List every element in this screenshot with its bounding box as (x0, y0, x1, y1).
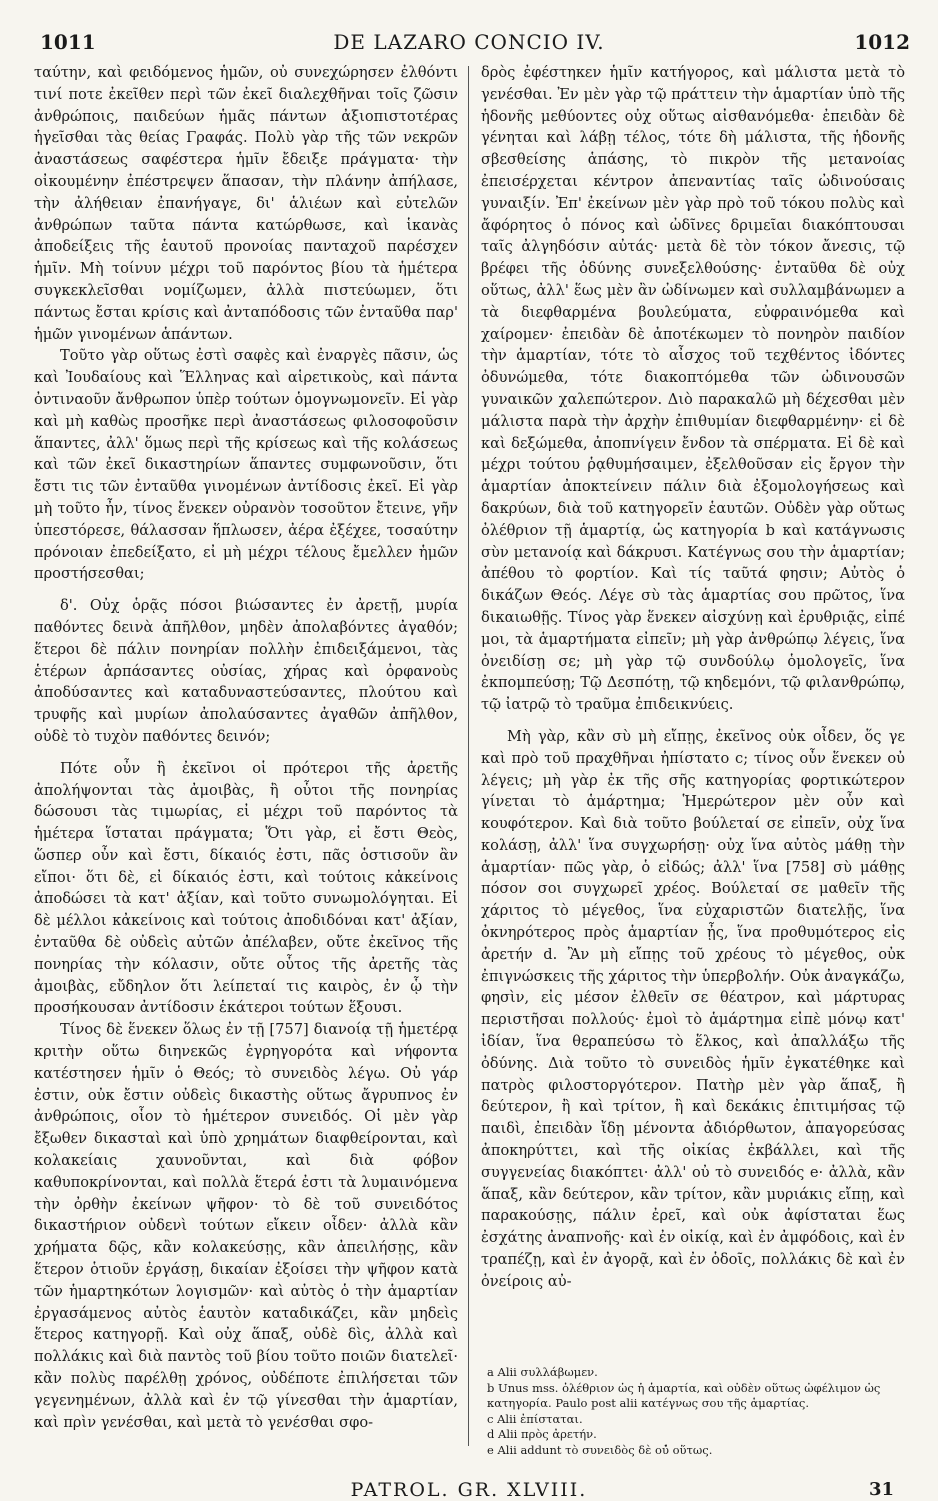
paragraph: Πότε οὖν ἢ ἐκεῖνοι οἱ πρότεροι τῆς ἀρετῆς ἀπολήψονται τὰς ἀμοιβὰς, ἢ οὗτοι τῆς πονηρίας δώσουσι τὰς τιμωρίας, εἰ μέχρι τοῦ παρόντος τὰ ἡμέτερα ἵσταται πράγματα; Ὅτι γὰρ, εἰ ἔστι Θεὸς, ὥσπερ οὖν καὶ ἔστι, δίκαιός ἐστι, πᾶς ὁστισοῦν ἂν εἴποι· ὅτι δὲ, εἰ δίκαιός ἐστι, καὶ τούτοις κἀκείνοις ἀποδώσει τὰ κατ' ἀξίαν, καὶ τοῦτο συνωμολόγηται. Εἰ δὲ μέλλοι κἀκείνοις καὶ τούτοις ἀποδιδόναι κατ' ἀξίαν, ἐνταῦθα δὲ οὐδεὶς αὐτῶν ἀπέλαβεν, οὔτε ἐκεῖνος τῆς πονηρίας τὴν κόλασιν, οὔτε οὗτος τῆς ἀρετῆς τὰς ἀμοιβὰς, εὔδηλον ὅτι λείπεταί τις καιρὸς, ἐν ᾧ τὴν προσήκουσαν ἀντίδοσιν ἑκάτεροι τούτων ἕξουσι. (34, 759, 458, 1017)
page-header (0, 30, 938, 56)
page-footer: PATROL. GR. XLVIII. (350, 1479, 588, 1501)
paragraph: δ'. Οὐχ ὁρᾷς πόσοι βιώσαντες ἐν ἀρετῇ, μυρία παθόντες δεινὰ ἀπῆλθον, μηδὲν ἀπολαβόντες ἀγαθόν; ἕτεροι δὲ πάλιν πονηρίαν πολλὴν ἐπιδειξάμενοι, τὰς ἑτέρων ἁρπάσαντες οὐσίας, χήρας καὶ ὀρφανοὺς ἀποδύσαντες καὶ καταδυναστεύσαντες, πλούτου καὶ τρυφῆς καὶ μυρίων ἀπολαύσαντες ἀγαθῶν ἀπῆλθον, οὐδὲ τὸ τυχὸν παθόντες δεινόν; (34, 597, 458, 745)
footnote: b Unus mss. ὀλέθριον ὡς ἡ ἁμαρτία, καὶ οὐδὲν οὕτως ὠφέλιμον ὡς κατηγορία. Paulo post alii κατέγνως σου τῆς ἁμαρτίας. (487, 1380, 881, 1410)
paragraph: δρὸς ἐφέστηκεν ἡμῖν κατήγορος, καὶ μάλιστα μετὰ τὸ γενέσθαι. Ἐν μὲν γὰρ τῷ πράττειν τὴν ἁμαρτίαν ὑπὸ τῆς ἡδονῆς μεθύοντες οὐχ οὕτως αἰσθανόμεθα· ἐπειδὰν δὲ γένηται καὶ λάβῃ τέλος, τότε δὴ μάλιστα, τῆς ἡδονῆς σβεσθείσης ἁπάσης, τὸ πικρὸν τῆς μετανοίας ἐπεισέρχεται κέντρον ἀπεναντίας ταῖς ὠδινούσαις γυναιξίν. Ἐπ' ἐκείνων μὲν γὰρ πρὸ τοῦ τόκου πολὺς καὶ ἄφόρητος ὁ πόνος καὶ ὠδῖνες δριμεῖαι διακόπτουσαι ταῖς ἀλγηδόσιν αὐτάς· μετὰ δὲ τὸν τόκον ἄνεσις, τῷ βρέφει τῆς ὀδύνης συνεξελθούσης· ἐνταῦθα δὲ οὐχ οὕτως, ἀλλ' ἕως μὲν ἂν ὠδίνωμεν καὶ συλλαμβάνωμεν a τὰ διεφθαρμένα βουλεύματα, εὐφραινόμεθα καὶ χαίρομεν· ἐπειδὰν δὲ ἀποτέκωμεν τὸ πονηρὸν παιδίον τὴν ἁμαρτίαν, τότε τὸ αἶσχος τοῦ τεχθέντος ἰδόντες ὀδυνώμεθα, τότε διακοπτόμεθα τῶν ὠδινουσῶν γυναικῶν χαλεπώτερον. Διὸ παρακαλῶ μὴ δέχεσθαι μὲν μάλιστα παρὰ τὴν ἀρχὴν ἐπιθυμίαν διεφθαρμένην· εἰ δὲ καὶ δεξώμεθα, ἀποπνίγειν ἔνδον τὰ σπέρματα. Εἰ δὲ καὶ μέχρι τούτου ῥᾳθυμήσαιμεν, ἐξελθοῦσαν εἰς ἔργον τὴν ἁμαρτίαν ἀποκτείνειν πάλιν διὰ ἐξομολογήσεως καὶ δακρύων, διὰ τοῦ κατηγορεῖν ἑαυτῶν. Οὐδὲν γὰρ οὕτως ὀλέθριον τῇ ἁμαρτίᾳ, ὡς κατηγορία b καὶ κατάγνωσις σὺν μετανοίᾳ καὶ δάκρυσι. Κατέγνως σου τὴν ἁμαρτίαν; ἀπέθου τὸ φορτίον. Καὶ τίς ταῦτά φησιν; Αὐτὸς ὁ δικάζων Θεός. Λέγε σὺ τὰς ἁμαρτίας σου πρῶτος, ἵνα δικαιωθῇς. Τίνος γὰρ ἕνεκεν αἰσχύνῃ καὶ ἐρυθριᾷς, εἰπέ μοι, τὰ ἁμαρτήματα εἰπεῖν; μὴ γὰρ ἀνθρώπῳ λέγεις, ἵνα ὀνειδίσῃ σε; μὴ γὰρ τῷ συνδούλῳ ὁμολογεῖς, ἵνα ἐκπομπεύσῃ; Τῷ Δεσπότῃ, τῷ κηδεμόνι, τῷ φιλανθρώπῳ, τῷ ἰατρῷ τὸ τραῦμα ἐπιδεικνύεις. (481, 64, 905, 714)
footnote: c Alii ἐπίσταται. (487, 1411, 583, 1426)
right-column (481, 62, 905, 1293)
footnote: e Alii addunt τὸ συνειδὸς δὲ οὐ̓ οὕτως. (487, 1442, 713, 1457)
page-number-left: 1011 (40, 30, 96, 54)
page-number-right: 1012 (854, 30, 910, 54)
signature-mark: 31 (868, 1479, 894, 1500)
paragraph: Τοῦτο γὰρ οὕτως ἐστὶ σαφὲς καὶ ἐναργὲς πᾶσιν, ὡς καὶ Ἰουδαίους καὶ Ἕλληνας καὶ αἱρετικοὺς, καὶ πάντα ὀντιναοῦν ἄνθρωπον ὑπὲρ τούτων ὁμογνωμονεῖν. Εἰ γὰρ καὶ μὴ καθὼς προσῆκε περὶ ἀναστάσεως φιλοσοφοῦσιν ἅπαντες, ἀλλ' ὅμως περὶ τῆς κρίσεως καὶ τῆς κολάσεως καὶ τῶν ἐκεῖ δικαστηρίων ἅπαντες συμφωνοῦσιν, ὅτι ἔστι τις τῶν ἐνταῦθα γινομένων ἀντίδοσις ἐκεῖ. Εἰ γὰρ μὴ τοῦτο ἦν, τίνος ἕνεκεν οὐρανὸν τοσοῦτον ἔτεινε, γῆν ὑπεστόρεσε, θάλασσαν ἥπλωσεν, ἀέρα ἐξέχεε, τοσαύτην πρόνοιαν ἐπεδείξατο, εἰ μὴ μέχρι τέλους ἔμελλεν ἡμῶν προστήσεσθαι; (34, 347, 458, 583)
running-title: DE LAZARO CONCIO IV. (333, 30, 605, 54)
footnotes (481, 1365, 905, 1458)
footnote: d Alii πρὸς ἀρετήν. (487, 1427, 597, 1441)
paragraph: Τίνος δὲ ἕνεκεν ὅλως ἐν τῇ [757] διανοίᾳ τῇ ἡμετέρᾳ κριτὴν οὕτω διηνεκῶς ἐγρηγορότα καὶ νήφοντα κατέστησεν ἡμῖν ὁ Θεός; τὸ συνειδὸς λέγω. Οὐ γάρ ἐστιν, οὐκ ἔστιν οὐδεὶς δικαστὴς οὕτως ἄγρυπνος ἐν ἀνθρώποις, οἷον τὸ ἡμέτερον συνειδός. Οἱ μὲν γὰρ ἔξωθεν δικασταὶ καὶ ὑπὸ χρημάτων διαφθείρονται, καὶ κολακείαις χαυνοῦνται, καὶ διὰ φόβον καθυποκρίνονται, καὶ πολλὰ ἕτερά ἐστι τὰ λυμαινόμενα τὴν ὀρθὴν ἐκείνων ψῆφον· τὸ δὲ τοῦ συνειδότος δικαστήριον οὐδενὶ τούτων εἴκειν οἶδεν· ἀλλὰ κἂν χρήματα δῷς, κἂν κολακεύσῃς, κἂν ἀπειλήσῃς, κἂν ἕτερον ὁτιοῦν ἐργάσῃ, δικαίαν ἐξοίσει τὴν ψῆφον κατὰ τῶν ἡμαρτηκότων λογισμῶν· καὶ αὐτὸς ὁ τὴν ἁμαρτίαν ἐργασάμενος αὐτὸς ἑαυτὸν καταδικάζει, κἂν μηδεὶς ἕτερος κατηγορῇ. Καὶ οὐχ ἅπαξ, οὐδὲ δὶς, ἀλλὰ καὶ πολλάκις καὶ διὰ παντὸς τοῦ βίου τοῦτο ποιῶν διατελεῖ· κἂν πολὺς παρέλθῃ χρόνος, οὐδέποτε ἐπιλήσεται τῶν γεγενημένων, ἀλλὰ καὶ ἐν τῷ γίνεσθαι τὴν ἁμαρτίαν, καὶ πρὶν γενέσθαι, καὶ μετὰ τὸ γενέσθαι σφο- (34, 1021, 458, 1431)
paragraph: Μὴ γὰρ, κἂν σὺ μὴ εἴπῃς, ἐκεῖνος οὐκ οἶδεν, ὅς γε καὶ πρὸ τοῦ πραχθῆναι ἠπίστατο c; τίνος οὖν ἕνεκεν οὐ λέγεις; μὴ γὰρ ἐκ τῆς σῆς κατηγορίας φορτικώτερον γίνεται τὸ ἁμάρτημα; Ἡμερώτερον μὲν οὖν καὶ κουφότερον. Καὶ διὰ τοῦτο βούλεταί σε εἰπεῖν, οὐχ ἵνα κολάσῃ, ἀλλ' ἵνα συγχωρήσῃ· οὐχ ἵνα αὐτὸς μάθῃ τὴν ἁμαρτίαν· πῶς γὰρ, ὁ εἰδώς; ἀλλ' ἵνα [758] σὺ μάθῃς πόσον σοι συγχωρεῖ χρέος. Βούλεταί σε μαθεῖν τῆς χάριτος τὸ μέγεθος, ἵνα εὐχαριστῶν διατελῇς, ἵνα ὀκνηρότερος πρὸς ἁμαρτίαν ᾖς, ἵνα προθυμότερος εἰς ἀρετήν d. Ἂν μὴ εἴπῃς τοῦ χρέους τὸ μέγεθος, οὐκ ἐπιγνώσκεις τῆς χάριτος τὴν ὑπερβολήν. Οὐκ ἀναγκάζω, φησὶν, εἰς μέσον ἐλθεῖν σε θέατρον, καὶ μάρτυρας περιστῆσαι πολλούς· ἐμοὶ τὸ ἁμάρτημα εἰπὲ μόνῳ κατ' ἰδίαν, ἵνα θεραπεύσω τὸ ἕλκος, καὶ ἀπαλλάξω τῆς ὀδύνης. Διὰ τοῦτο τὸ συνειδὸς ἡμῖν ἐγκατέθηκε καὶ πατρὸς φιλοστοργότερον. Πατὴρ μὲν γὰρ ἅπαξ, ἢ δεύτερον, ἢ καὶ τρίτον, ἢ καὶ δεκάκις ἐπιτιμήσας τῷ παιδὶ, ἐπειδὰν ἴδῃ μένοντα ἀδιόρθωτον, ἀπαγορεύσας ἀποκηρύττει, καὶ τῆς οἰκίας ἐκβάλλει, καὶ τῆς συγγενείας διακόπτει· ἀλλ' οὐ τὸ συνειδός e· ἀλλὰ, κἂν ἅπαξ, κἂν δεύτερον, κἂν τρίτον, κἂν μυριάκις εἴπῃ, καὶ παρακούσῃς, πάλιν ἐρεῖ, καὶ οὐκ ἀφίσταται ἕως ἐσχάτης ἀναπνοῆς· καὶ ἐν οἰκίᾳ, καὶ ἐν ἀμφόδοις, καὶ ἐν τραπέζῃ, καὶ ἐν ἀγορᾷ, καὶ ἐν ὁδοῖς, πολλάκις δὲ καὶ ἐν ὀνείροις αὐ- (481, 727, 905, 1290)
paragraph: ταύτην, καὶ φειδόμενος ἡμῶν, οὐ συνεχώρησεν ἐλθόντι τινί ποτε ἐκεῖθεν περὶ τῶν ἐκεῖ διαλεχθῆναι τοῖς ζῶσιν ἀνθρώποις, παιδεύων ἡμᾶς πάντων ἀξιοπιστοτέρας ἡγεῖσθαι τὰς θείας Γραφάς. Πολὺ γὰρ τῆς τῶν νεκρῶν ἀναστάσεως σαφέστερα ἡμῖν ἔδειξε πράγματα· τὴν οἰκουμένην ἐπέστρεψεν ἅπασαν, τὴν πλάνην ἀπήλασε, τὴν ἀλήθειαν ἐπανήγαγε, δι' ἁλιέων καὶ εὐτελῶν ἀνθρώπων ταῦτα πάντα κατώρθωσε, καὶ ἱκανὰς ἀποδείξεις τῆς ἑαυτοῦ προνοίας πανταχοῦ παρέσχεν ἡμῖν. Μὴ τοίνυν μέχρι τοῦ παρόντος βίου τὰ ἡμέτερα συγκεκλεῖσθαι νομίζωμεν, ἀλλὰ πιστεύωμεν, ὅτι πάντως ἔσται κρίσις καὶ ἀνταπόδοσις τῶν ἐνταῦθα παρ' ἡμῶν γινομένων ἁπάντων. (34, 64, 458, 343)
footnote: a Alii συλλάβωμεν. (487, 1365, 598, 1379)
column-divider (468, 66, 469, 1446)
left-column (34, 62, 458, 1433)
